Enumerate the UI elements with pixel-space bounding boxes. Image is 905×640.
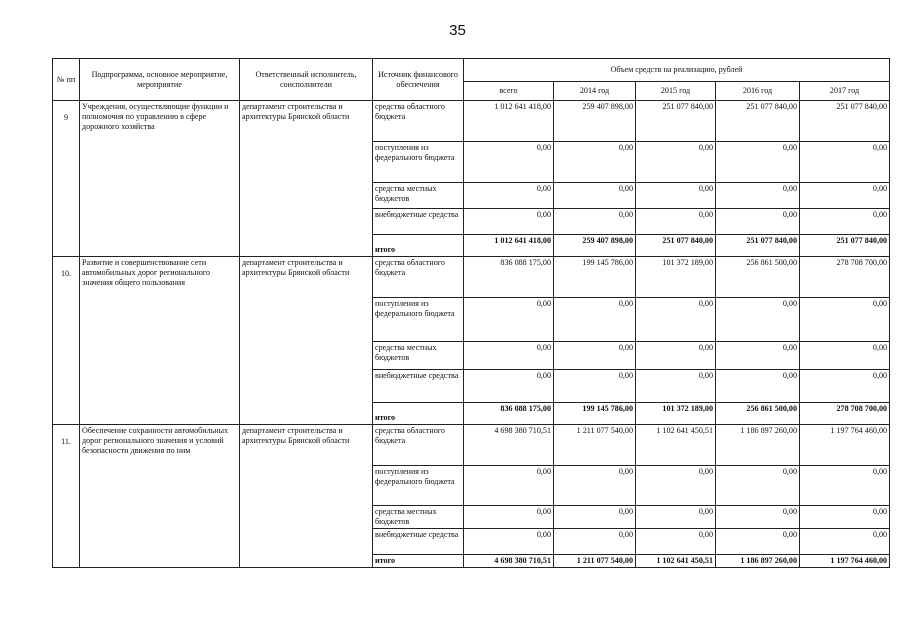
amount-cell: 278 708 700,00 bbox=[800, 403, 890, 425]
amount-cell: 0,00 bbox=[716, 183, 800, 209]
amount-cell: 0,00 bbox=[800, 209, 890, 235]
funding-source: внебюджетные средства bbox=[373, 209, 464, 235]
amount-cell: 1 012 641 418,00 bbox=[464, 235, 554, 257]
amount-cell: 101 372 189,00 bbox=[636, 403, 716, 425]
amount-cell: 1 211 077 540,00 bbox=[554, 555, 636, 568]
amount-cell: 251 077 840,00 bbox=[636, 101, 716, 142]
page-number: 35 bbox=[449, 22, 466, 39]
table-row bbox=[53, 425, 890, 466]
amount-cell: 0,00 bbox=[800, 529, 890, 555]
program-title: Учреждения, осуществляющие функции и полномочия по управлению в сфере дорожного хозяйства bbox=[80, 101, 240, 257]
amount-cell: 0,00 bbox=[800, 466, 890, 506]
amount-cell: 1 102 641 450,51 bbox=[636, 425, 716, 466]
row-number: 10. bbox=[53, 257, 80, 425]
amount-cell: 0,00 bbox=[636, 209, 716, 235]
amount-cell: 278 708 700,00 bbox=[800, 257, 890, 298]
funding-source: поступления из федерального бюджета bbox=[373, 466, 464, 506]
amount-cell: 0,00 bbox=[716, 342, 800, 370]
amount-cell: 0,00 bbox=[636, 506, 716, 529]
header-year-2015: 2015 год bbox=[636, 82, 716, 101]
amount-cell: 0,00 bbox=[800, 298, 890, 342]
amount-cell: 259 407 898,00 bbox=[554, 101, 636, 142]
funding-source: поступления из федерального бюджета bbox=[373, 298, 464, 342]
row-number: 9 bbox=[53, 101, 80, 257]
amount-cell: 256 861 500,00 bbox=[716, 403, 800, 425]
amount-cell: 0,00 bbox=[464, 142, 554, 183]
amount-cell: 0,00 bbox=[716, 506, 800, 529]
responsible-executor: департамент строительства и архитектуры Брянской области bbox=[240, 101, 373, 257]
funding-source: внебюджетные средства bbox=[373, 529, 464, 555]
amount-cell: 101 372 189,00 bbox=[636, 257, 716, 298]
amount-cell: 251 077 840,00 bbox=[716, 101, 800, 142]
amount-cell: 0,00 bbox=[800, 142, 890, 183]
amount-cell: 0,00 bbox=[464, 183, 554, 209]
amount-cell: 1 102 641 450,51 bbox=[636, 555, 716, 568]
amount-cell: 0,00 bbox=[464, 466, 554, 506]
amount-cell: 0,00 bbox=[636, 466, 716, 506]
header-year-total: всего bbox=[464, 82, 554, 101]
amount-cell: 0,00 bbox=[554, 466, 636, 506]
amount-cell: 0,00 bbox=[636, 183, 716, 209]
amount-cell: 4 698 380 710,51 bbox=[464, 425, 554, 466]
amount-cell: 259 407 898,00 bbox=[554, 235, 636, 257]
amount-cell: 0,00 bbox=[716, 209, 800, 235]
total-label: итого bbox=[373, 555, 464, 568]
amount-cell: 251 077 840,00 bbox=[800, 235, 890, 257]
amount-cell: 0,00 bbox=[554, 529, 636, 555]
amount-cell: 251 077 840,00 bbox=[800, 101, 890, 142]
funding-source: средства областного бюджета bbox=[373, 101, 464, 142]
amount-cell: 1 211 077 540,00 bbox=[554, 425, 636, 466]
responsible-executor: департамент строительства и архитектуры Брянской области bbox=[240, 257, 373, 425]
amount-cell: 0,00 bbox=[800, 183, 890, 209]
header-responsible: Ответственный исполнитель, соисполнители bbox=[240, 59, 373, 101]
amount-cell: 251 077 840,00 bbox=[636, 235, 716, 257]
amount-cell: 836 088 175,00 bbox=[464, 257, 554, 298]
total-label: итого bbox=[373, 403, 464, 425]
amount-cell: 0,00 bbox=[464, 506, 554, 529]
amount-cell: 4 698 380 710,51 bbox=[464, 555, 554, 568]
program-title: Обеспечение сохранности автомобильных дорог регионального значения и условий безопасности движения по ним bbox=[80, 425, 240, 568]
amount-cell: 1 186 897 260,00 bbox=[716, 425, 800, 466]
amount-cell: 0,00 bbox=[716, 298, 800, 342]
amount-cell: 0,00 bbox=[800, 342, 890, 370]
funding-source: средства областного бюджета bbox=[373, 257, 464, 298]
amount-cell: 0,00 bbox=[636, 529, 716, 555]
responsible-executor: департамент строительства и архитектуры Брянской области bbox=[240, 425, 373, 568]
amount-cell: 1 012 641 418,00 bbox=[464, 101, 554, 142]
amount-cell: 0,00 bbox=[554, 183, 636, 209]
amount-cell: 0,00 bbox=[464, 529, 554, 555]
amount-cell: 0,00 bbox=[554, 342, 636, 370]
amount-cell: 0,00 bbox=[464, 370, 554, 403]
header-num: № пп bbox=[53, 59, 80, 101]
amount-cell: 199 145 786,00 bbox=[554, 257, 636, 298]
amount-cell: 0,00 bbox=[636, 298, 716, 342]
funding-source: средства местных бюджетов bbox=[373, 342, 464, 370]
row-number: 11. bbox=[53, 425, 80, 568]
amount-cell: 251 077 840,00 bbox=[716, 235, 800, 257]
amount-cell: 1 186 897 260,00 bbox=[716, 555, 800, 568]
header-year-2016: 2016 год bbox=[716, 82, 800, 101]
amount-cell: 0,00 bbox=[464, 342, 554, 370]
header-year-2014: 2014 год bbox=[554, 82, 636, 101]
amount-cell: 0,00 bbox=[716, 142, 800, 183]
total-label: итого bbox=[373, 235, 464, 257]
amount-cell: 1 197 764 460,00 bbox=[800, 555, 890, 568]
amount-cell: 0,00 bbox=[554, 142, 636, 183]
amount-cell: 199 145 786,00 bbox=[554, 403, 636, 425]
amount-cell: 256 861 500,00 bbox=[716, 257, 800, 298]
funding-source: средства местных бюджетов bbox=[373, 506, 464, 529]
amount-cell: 0,00 bbox=[636, 342, 716, 370]
amount-cell: 0,00 bbox=[800, 506, 890, 529]
table-body bbox=[53, 101, 890, 568]
amount-cell: 0,00 bbox=[716, 529, 800, 555]
funding-source: внебюджетные средства bbox=[373, 370, 464, 403]
amount-cell: 836 088 175,00 bbox=[464, 403, 554, 425]
header-source: Источник финансового обеспечения bbox=[373, 59, 464, 101]
amount-cell: 0,00 bbox=[636, 142, 716, 183]
amount-cell: 0,00 bbox=[554, 209, 636, 235]
program-title: Развитие и совершенствование сети автомобильных дорог регионального значения общего пользования bbox=[80, 257, 240, 425]
header-volume: Объем средств на реализацию, рублей bbox=[464, 59, 890, 82]
amount-cell: 0,00 bbox=[636, 370, 716, 403]
table-row bbox=[53, 101, 890, 142]
amount-cell: 0,00 bbox=[716, 370, 800, 403]
amount-cell: 0,00 bbox=[800, 370, 890, 403]
amount-cell: 0,00 bbox=[554, 506, 636, 529]
funding-source: поступления из федерального бюджета bbox=[373, 142, 464, 183]
funding-table bbox=[52, 58, 890, 568]
header-program: Подпрограмма, основное мероприятие, мероприятие bbox=[80, 59, 240, 101]
amount-cell: 0,00 bbox=[464, 298, 554, 342]
amount-cell: 0,00 bbox=[554, 370, 636, 403]
amount-cell: 0,00 bbox=[464, 209, 554, 235]
amount-cell: 0,00 bbox=[554, 298, 636, 342]
amount-cell: 0,00 bbox=[716, 466, 800, 506]
amount-cell: 1 197 764 460,00 bbox=[800, 425, 890, 466]
header-year-2017: 2017 год bbox=[800, 82, 890, 101]
funding-source: средства областного бюджета bbox=[373, 425, 464, 466]
table-row bbox=[53, 257, 890, 298]
funding-source: средства местных бюджетов bbox=[373, 183, 464, 209]
